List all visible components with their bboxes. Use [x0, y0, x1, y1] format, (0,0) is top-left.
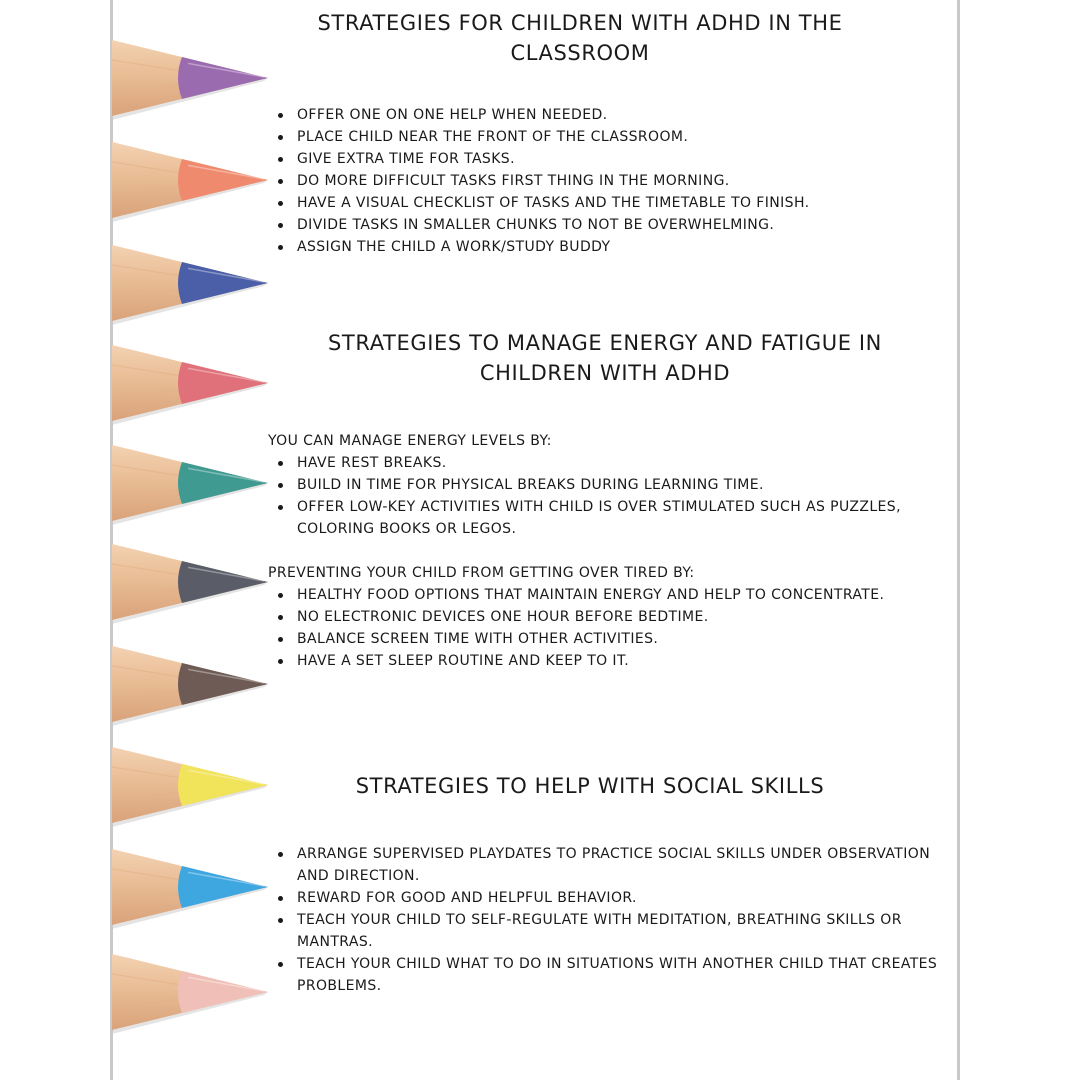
list-item: BALANCE SCREEN TIME WITH OTHER ACTIVITIES. [270, 628, 960, 650]
list-item: PLACE CHILD NEAR THE FRONT OF THE CLASSROOM. [270, 126, 950, 148]
section2-energy-list [270, 452, 960, 540]
list-item: HAVE REST BREAKS. [270, 452, 960, 474]
list-item: DIVIDE TASKS IN SMALLER CHUNKS TO NOT BE OVERWHELMING. [270, 214, 950, 236]
list-item: ASSIGN THE CHILD A WORK/STUDY BUDDY [270, 236, 950, 258]
section3-heading: STRATEGIES TO HELP WITH SOCIAL SKILLS [355, 774, 825, 798]
list-item: TEACH YOUR CHILD TO SELF-REGULATE WITH MEDITATION, BREATHING SKILLS OR MANTRAS. [270, 909, 960, 953]
section3-list [270, 843, 960, 997]
list-item: REWARD FOR GOOD AND HELPFUL BEHAVIOR. [270, 887, 960, 909]
list-item: DO MORE DIFFICULT TASKS FIRST THING IN THE MORNING. [270, 170, 950, 192]
list-item: HAVE A SET SLEEP ROUTINE AND KEEP TO IT. [270, 650, 960, 672]
list-item: GIVE EXTRA TIME FOR TASKS. [270, 148, 950, 170]
section2-intro-tired: PREVENTING YOUR CHILD FROM GETTING OVER TIRED BY: [268, 565, 695, 581]
list-item: HAVE A VISUAL CHECKLIST OF TASKS AND THE TIMETABLE TO FINISH. [270, 192, 950, 214]
list-item: TEACH YOUR CHILD WHAT TO DO IN SITUATIONS WITH ANOTHER CHILD THAT CREATES PROBLEMS. [270, 953, 960, 997]
section1-list [270, 104, 950, 258]
list-item: NO ELECTRONIC DEVICES ONE HOUR BEFORE BEDTIME. [270, 606, 960, 628]
section2-tired-list [270, 584, 960, 672]
list-item: OFFER LOW-KEY ACTIVITIES WITH CHILD IS OVER STIMULATED SUCH AS PUZZLES, COLORING BOOKS OR LEGOS. [270, 496, 960, 540]
section2-intro-energy: YOU CAN MANAGE ENERGY LEVELS BY: [268, 433, 552, 449]
list-item: OFFER ONE ON ONE HELP WHEN NEEDED. [270, 104, 950, 126]
list-item: HEALTHY FOOD OPTIONS THAT MAINTAIN ENERGY AND HELP TO CONCENTRATE. [270, 584, 960, 606]
list-item: BUILD IN TIME FOR PHYSICAL BREAKS DURING LEARNING TIME. [270, 474, 960, 496]
list-item: ARRANGE SUPERVISED PLAYDATES TO PRACTICE SOCIAL SKILLS UNDER OBSERVATION AND DIRECTION. [270, 843, 960, 887]
section1-heading: STRATEGIES FOR CHILDREN WITH ADHD IN THE CLASSROOM [317, 11, 843, 65]
section2-heading: STRATEGIES TO MANAGE ENERGY AND FATIGUE IN CHILDREN WITH ADHD [328, 331, 882, 385]
